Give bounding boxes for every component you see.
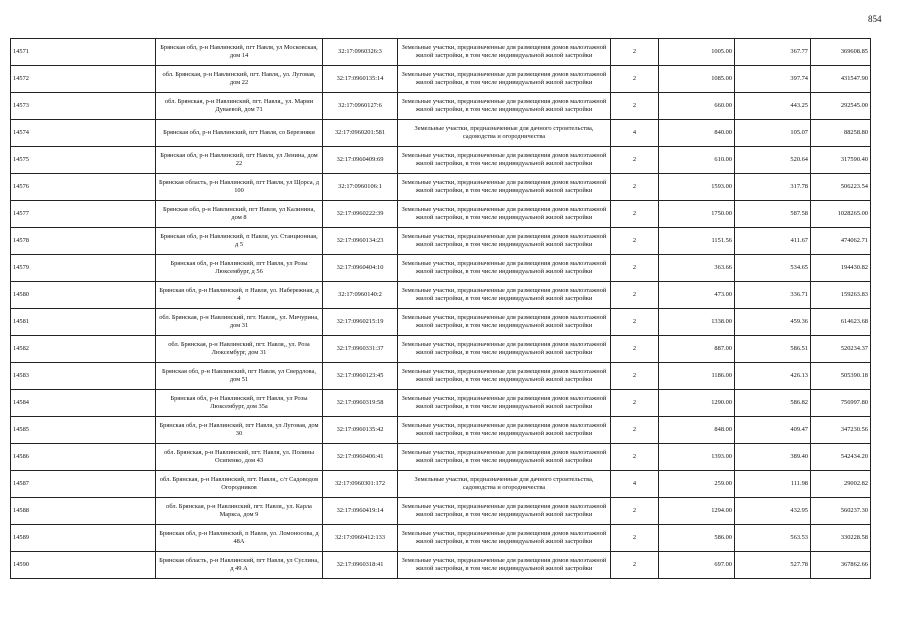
land-use-cell: Земельные участки, предназначенные для размещения домов малоэтажной жилой застройки, в том числе индивидуальной жилой застройки xyxy=(398,444,611,471)
table-row xyxy=(11,363,871,390)
cadastral-value-cell: 29002.82 xyxy=(811,471,871,498)
table-row xyxy=(11,498,871,525)
cadastral-value-cell: 560237.30 xyxy=(811,498,871,525)
record-number-cell: 14580 xyxy=(11,282,156,309)
land-use-cell: Земельные участки, предназначенные для размещения домов малоэтажной жилой застройки, в том числе индивидуальной жилой застройки xyxy=(398,309,611,336)
land-use-cell: Земельные участки, предназначенные для размещения домов малоэтажной жилой застройки, в том числе индивидуальной жилой застройки xyxy=(398,147,611,174)
table-row xyxy=(11,255,871,282)
record-number-cell: 14583 xyxy=(11,363,156,390)
land-use-cell: Земельные участки, предназначенные для размещения домов малоэтажной жилой застройки, в том числе индивидуальной жилой застройки xyxy=(398,174,611,201)
land-use-cell: Земельные участки, предназначенные для дачного строительства, садоводства и огородничества xyxy=(398,120,611,147)
cadastral-value-cell: 330228.58 xyxy=(811,525,871,552)
specific-value-cell: 534.65 xyxy=(735,255,811,282)
land-use-cell: Земельные участки, предназначенные для размещения домов малоэтажной жилой застройки, в том числе индивидуальной жилой застройки xyxy=(398,201,611,228)
specific-value-cell: 105.07 xyxy=(735,120,811,147)
category-cell: 2 xyxy=(611,552,659,579)
address-cell: Брянская обл, р-н Навлинский, пгт Навля, ул Калинина, дом 8 xyxy=(156,201,323,228)
area-cell: 887.00 xyxy=(659,336,735,363)
land-use-cell: Земельные участки, предназначенные для размещения домов малоэтажной жилой застройки, в том числе индивидуальной жилой застройки xyxy=(398,336,611,363)
specific-value-cell: 367.77 xyxy=(735,39,811,66)
area-cell: 1393.00 xyxy=(659,444,735,471)
cadastral-value-cell: 159263.83 xyxy=(811,282,871,309)
cadastral-value-cell: 474062.71 xyxy=(811,228,871,255)
category-cell: 2 xyxy=(611,39,659,66)
table-row xyxy=(11,525,871,552)
record-number-cell: 14582 xyxy=(11,336,156,363)
cadastral-number-cell: 32:17:0960319:58 xyxy=(323,390,398,417)
land-use-cell: Земельные участки, предназначенные для дачного строительства, садоводства и огородничества xyxy=(398,471,611,498)
table-row xyxy=(11,66,871,93)
specific-value-cell: 586.82 xyxy=(735,390,811,417)
land-use-cell: Земельные участки, предназначенные для размещения домов малоэтажной жилой застройки, в том числе индивидуальной жилой застройки xyxy=(398,228,611,255)
cadastral-value-table xyxy=(10,38,871,579)
specific-value-cell: 520.64 xyxy=(735,147,811,174)
record-number-cell: 14571 xyxy=(11,39,156,66)
record-number-cell: 14577 xyxy=(11,201,156,228)
record-number-cell: 14576 xyxy=(11,174,156,201)
specific-value-cell: 586.51 xyxy=(735,336,811,363)
cadastral-number-cell: 32:17:0960404:10 xyxy=(323,255,398,282)
table-row xyxy=(11,201,871,228)
cadastral-number-cell: 32:17:0960419:14 xyxy=(323,498,398,525)
area-cell: 1338.00 xyxy=(659,309,735,336)
cadastral-number-cell: 32:17:0960326:3 xyxy=(323,39,398,66)
cadastral-value-cell: 505390.18 xyxy=(811,363,871,390)
category-cell: 2 xyxy=(611,66,659,93)
area-cell: 848.00 xyxy=(659,417,735,444)
area-cell: 1290.00 xyxy=(659,390,735,417)
cadastral-number-cell: 32:17:0960123:45 xyxy=(323,363,398,390)
cadastral-value-cell: 369608.85 xyxy=(811,39,871,66)
cadastral-value-cell: 520234.37 xyxy=(811,336,871,363)
address-cell: Брянская обл, р-н Навлинский, пгт Навля, ул Розы Люксембург, д 56 xyxy=(156,255,323,282)
cadastral-number-cell: 32:17:0960127:6 xyxy=(323,93,398,120)
cadastral-number-cell: 32:17:0960106:1 xyxy=(323,174,398,201)
record-number-cell: 14589 xyxy=(11,525,156,552)
table-row xyxy=(11,336,871,363)
record-number-cell: 14572 xyxy=(11,66,156,93)
area-cell: 697.00 xyxy=(659,552,735,579)
cadastral-value-cell: 506223.54 xyxy=(811,174,871,201)
record-number-cell: 14573 xyxy=(11,93,156,120)
specific-value-cell: 411.67 xyxy=(735,228,811,255)
land-use-cell: Земельные участки, предназначенные для размещения домов малоэтажной жилой застройки, в том числе индивидуальной жилой застройки xyxy=(398,255,611,282)
cadastral-value-cell: 367862.66 xyxy=(811,552,871,579)
cadastral-number-cell: 32:17:0960140:2 xyxy=(323,282,398,309)
table-row xyxy=(11,174,871,201)
area-cell: 473.00 xyxy=(659,282,735,309)
area-cell: 1005.00 xyxy=(659,39,735,66)
specific-value-cell: 397.74 xyxy=(735,66,811,93)
page-number: 854 xyxy=(868,14,882,24)
table-row xyxy=(11,471,871,498)
address-cell: Брянская обл, р-н Навлинский, пгт Навля, ул Розы Люксембург, дом 35а xyxy=(156,390,323,417)
category-cell: 2 xyxy=(611,228,659,255)
cadastral-number-cell: 32:17:0960409:69 xyxy=(323,147,398,174)
area-cell: 1186.00 xyxy=(659,363,735,390)
land-use-cell: Земельные участки, предназначенные для размещения домов малоэтажной жилой застройки, в том числе индивидуальной жилой застройки xyxy=(398,93,611,120)
area-cell: 1151.56 xyxy=(659,228,735,255)
specific-value-cell: 336.71 xyxy=(735,282,811,309)
address-cell: Брянская область, р-н Навлинский, пгт Навля, ул Щорса, д 100 xyxy=(156,174,323,201)
address-cell: Брянская область, р-н Навлинский, пгт Навля, ул Суслина, д 49 А xyxy=(156,552,323,579)
cadastral-value-cell: 88258.80 xyxy=(811,120,871,147)
record-number-cell: 14587 xyxy=(11,471,156,498)
specific-value-cell: 409.47 xyxy=(735,417,811,444)
specific-value-cell: 426.13 xyxy=(735,363,811,390)
record-number-cell: 14581 xyxy=(11,309,156,336)
table-row xyxy=(11,417,871,444)
category-cell: 2 xyxy=(611,147,659,174)
land-use-cell: Земельные участки, предназначенные для размещения домов малоэтажной жилой застройки, в том числе индивидуальной жилой застройки xyxy=(398,39,611,66)
table-row xyxy=(11,552,871,579)
cadastral-number-cell: 32:17:0960331:37 xyxy=(323,336,398,363)
category-cell: 2 xyxy=(611,93,659,120)
cadastral-number-cell: 32:17:0960201:581 xyxy=(323,120,398,147)
area-cell: 586.00 xyxy=(659,525,735,552)
cadastral-number-cell: 32:17:0960215:19 xyxy=(323,309,398,336)
category-cell: 2 xyxy=(611,255,659,282)
address-cell: Брянская обл, р-н Навлинский, пгт Навля, ул Луговая, дом 30 xyxy=(156,417,323,444)
specific-value-cell: 443.25 xyxy=(735,93,811,120)
specific-value-cell: 459.36 xyxy=(735,309,811,336)
area-cell: 363.66 xyxy=(659,255,735,282)
area-cell: 1593.00 xyxy=(659,174,735,201)
record-number-cell: 14585 xyxy=(11,417,156,444)
table-row xyxy=(11,93,871,120)
address-cell: обл. Брянская, р-н Навлинский, пгт. Навля,, ул. Луговая, дом 22 xyxy=(156,66,323,93)
cadastral-value-cell: 542434.20 xyxy=(811,444,871,471)
cadastral-number-cell: 32:17:0960135:42 xyxy=(323,417,398,444)
category-cell: 2 xyxy=(611,336,659,363)
cadastral-number-cell: 32:17:0960222:39 xyxy=(323,201,398,228)
cadastral-number-cell: 32:17:0960412:133 xyxy=(323,525,398,552)
area-cell: 1085.00 xyxy=(659,66,735,93)
table-body xyxy=(11,39,871,579)
specific-value-cell: 317.78 xyxy=(735,174,811,201)
address-cell: Брянская обл, р-н Навлинский, п Навля, ул. Станционная, д 5 xyxy=(156,228,323,255)
area-cell: 1750.00 xyxy=(659,201,735,228)
record-number-cell: 14590 xyxy=(11,552,156,579)
cadastral-number-cell: 32:17:0960318:41 xyxy=(323,552,398,579)
area-cell: 259.00 xyxy=(659,471,735,498)
cadastral-value-cell: 194430.82 xyxy=(811,255,871,282)
area-cell: 1294.00 xyxy=(659,498,735,525)
cadastral-value-cell: 317590.40 xyxy=(811,147,871,174)
land-use-cell: Земельные участки, предназначенные для размещения домов малоэтажной жилой застройки, в том числе индивидуальной жилой застройки xyxy=(398,525,611,552)
table-row xyxy=(11,147,871,174)
specific-value-cell: 111.98 xyxy=(735,471,811,498)
address-cell: Брянская обл, р-н Навлинский, п Навля, ул. Ломоносова, д 48А xyxy=(156,525,323,552)
land-use-cell: Земельные участки, предназначенные для размещения домов малоэтажной жилой застройки, в том числе индивидуальной жилой застройки xyxy=(398,552,611,579)
category-cell: 4 xyxy=(611,120,659,147)
cadastral-value-cell: 756997.80 xyxy=(811,390,871,417)
category-cell: 2 xyxy=(611,498,659,525)
cadastral-number-cell: 32:17:0960134:23 xyxy=(323,228,398,255)
address-cell: Брянская обл, р-н Навлинский, пгт Навля, сo Березняки xyxy=(156,120,323,147)
table-row xyxy=(11,120,871,147)
category-cell: 4 xyxy=(611,471,659,498)
category-cell: 2 xyxy=(611,201,659,228)
cadastral-number-cell: 32:17:0960406:41 xyxy=(323,444,398,471)
address-cell: обл. Брянская, р-н Навлинский, пгт. Навля,, с/т Садоводов Огородников xyxy=(156,471,323,498)
cadastral-value-cell: 614623.68 xyxy=(811,309,871,336)
record-number-cell: 14574 xyxy=(11,120,156,147)
specific-value-cell: 563.53 xyxy=(735,525,811,552)
address-cell: обл. Брянская, р-н Навлинский, пгт. Навля,, ул. Мичурина, дом 31 xyxy=(156,309,323,336)
table-row xyxy=(11,228,871,255)
table-row xyxy=(11,282,871,309)
land-use-cell: Земельные участки, предназначенные для размещения домов малоэтажной жилой застройки, в том числе индивидуальной жилой застройки xyxy=(398,363,611,390)
address-cell: Брянская обл, р-н Навлинский, пгт Навля, ул Ленина, дом 22 xyxy=(156,147,323,174)
category-cell: 2 xyxy=(611,363,659,390)
record-number-cell: 14588 xyxy=(11,498,156,525)
cadastral-value-cell: 347230.56 xyxy=(811,417,871,444)
specific-value-cell: 527.78 xyxy=(735,552,811,579)
table-row xyxy=(11,309,871,336)
land-use-cell: Земельные участки, предназначенные для размещения домов малоэтажной жилой застройки, в том числе индивидуальной жилой застройки xyxy=(398,282,611,309)
table-row xyxy=(11,444,871,471)
specific-value-cell: 389.40 xyxy=(735,444,811,471)
specific-value-cell: 587.58 xyxy=(735,201,811,228)
category-cell: 2 xyxy=(611,282,659,309)
land-use-cell: Земельные участки, предназначенные для размещения домов малоэтажной жилой застройки, в том числе индивидуальной жилой застройки xyxy=(398,66,611,93)
cadastral-number-cell: 32:17:0960135:14 xyxy=(323,66,398,93)
record-number-cell: 14575 xyxy=(11,147,156,174)
address-cell: Брянская обл, р-н Навлинский, пгт Навля, ул Свердлова, дом 51 xyxy=(156,363,323,390)
cadastral-value-cell: 292545.00 xyxy=(811,93,871,120)
category-cell: 2 xyxy=(611,525,659,552)
table-row xyxy=(11,390,871,417)
address-cell: Брянская обл, р-н Навлинский, п Навля, ул. Набережная, д 4 xyxy=(156,282,323,309)
specific-value-cell: 432.95 xyxy=(735,498,811,525)
address-cell: обл. Брянская, р-н Навлинский, пгт. Навля, ул. Полины Осипенко, дом 43 xyxy=(156,444,323,471)
record-number-cell: 14584 xyxy=(11,390,156,417)
address-cell: обл. Брянская, р-н Навлинский, пгт. Навля,, ул. Карла Маркса, дом 9 xyxy=(156,498,323,525)
land-use-cell: Земельные участки, предназначенные для размещения домов малоэтажной жилой застройки, в том числе индивидуальной жилой застройки xyxy=(398,498,611,525)
land-use-cell: Земельные участки, предназначенные для размещения домов малоэтажной жилой застройки, в том числе индивидуальной жилой застройки xyxy=(398,417,611,444)
address-cell: Брянская обл, р-н Навлинский, пгт Навля, ул Московская, дом 14 xyxy=(156,39,323,66)
address-cell: обл. Брянская, р-н Навлинский, пгт. Навля,, ул. Роза Люксембург, дом 31 xyxy=(156,336,323,363)
category-cell: 2 xyxy=(611,174,659,201)
area-cell: 610.00 xyxy=(659,147,735,174)
category-cell: 2 xyxy=(611,417,659,444)
cadastral-value-cell: 1028265.00 xyxy=(811,201,871,228)
table-row xyxy=(11,39,871,66)
area-cell: 840.00 xyxy=(659,120,735,147)
land-use-cell: Земельные участки, предназначенные для размещения домов малоэтажной жилой застройки, в том числе индивидуальной жилой застройки xyxy=(398,390,611,417)
category-cell: 2 xyxy=(611,444,659,471)
category-cell: 2 xyxy=(611,309,659,336)
record-number-cell: 14586 xyxy=(11,444,156,471)
area-cell: 660.00 xyxy=(659,93,735,120)
record-number-cell: 14579 xyxy=(11,255,156,282)
category-cell: 2 xyxy=(611,390,659,417)
address-cell: обл. Брянская, р-н Навлинский, пгт. Навля,, ул. Марии Дуваевой, дом 71 xyxy=(156,93,323,120)
record-number-cell: 14578 xyxy=(11,228,156,255)
cadastral-number-cell: 32:17:0960301:172 xyxy=(323,471,398,498)
cadastral-value-cell: 431547.90 xyxy=(811,66,871,93)
